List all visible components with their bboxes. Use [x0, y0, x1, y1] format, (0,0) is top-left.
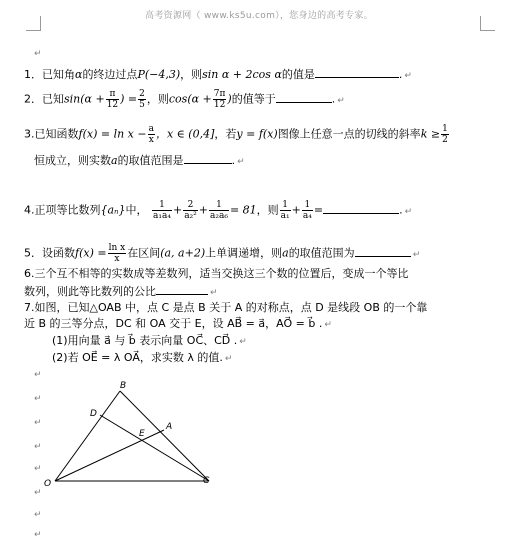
paragraph-mark: ↵ — [34, 370, 42, 380]
label-A: A — [166, 422, 173, 432]
problem-5: 5．设函数f(x) = $\frac{\text{ln x}}{x}$ 在区间(a, a+2)上单调递增，则a的取值范围为 ↵ — [24, 243, 421, 264]
problem-7-sub2: (2)若 OE⃗ = λ OA⃗，求实数 λ 的值. ↵ — [52, 351, 233, 364]
paragraph-mark: ↵ — [34, 418, 42, 428]
problem-7-line2: 近 B 的三等分点，DC 和 OA 交于 E，设 AB⃗ = a⃗，AO⃗ = b⃗ . ↵ — [24, 317, 332, 330]
problem-7: 7.如图，已知△OAB 中，点 C 是点 B 关于 A 的对称点，点 D 是线段 OB 的一个靠 — [24, 301, 428, 314]
paragraph-mark: ↵ — [34, 464, 42, 474]
paragraph-mark: ↵ — [34, 488, 42, 498]
label-B: B — [120, 381, 127, 391]
problem-6: 6.三个互不相等的实数成等差数列，适当交换这三个数的位置后，变成一个等比 — [24, 267, 409, 280]
problem-3: 3.已知函数f(x) = ln x − $\frac{a}{x}$ ，x ∈ (0,4]，若y = f(x)图像上任意一点的切线的斜率k ≥ $\frac{1}{2}$ — [24, 124, 448, 145]
paragraph-mark: ↵ — [34, 510, 42, 520]
problem-6-line2: 数列，则此等比数列的公比 ↵ — [24, 285, 218, 298]
paragraph-mark: ↵ — [34, 394, 42, 404]
segment-OB — [55, 391, 120, 481]
paragraph-mark: ↵ — [34, 49, 42, 59]
paragraph-mark: ↵ — [34, 442, 42, 452]
segment-BC — [120, 391, 209, 481]
page-header: 高考资源网（ www.ks5u.com），您身边的高考专家。 — [145, 11, 373, 21]
segment-DC — [100, 415, 209, 481]
problem-2: 2．已知sin(α + $\frac{\pi}{12}$ ) = $\frac{2}{5}$ ，则cos(α + $\frac{7\pi}{12}$ )的值等于 . ↵ — [24, 89, 345, 110]
label-E: E — [139, 429, 145, 439]
paragraph-mark: ↵ — [34, 530, 42, 540]
problem-1: 1．已知角α的终边过点P(−4,3)，则sin α + 2cos α的值是 . ↵ — [24, 68, 412, 81]
label-D: D — [90, 409, 97, 419]
label-C: C — [203, 476, 210, 486]
problem-7-sub1: (1)用向量 a⃗ 与 b⃗ 表示向量 OC⃗、CD⃗ . ↵ — [52, 334, 247, 347]
problem-4: 4.正项等比数列{aₙ}中， $\frac{1}{\text{a₁a₄}}$ + $\frac{2}{\text{a₂²}}$ + $\frac{1}{\text{a₂a₆}}$ = 81，则 $\frac{1}{\text{a₁}}$ + $\frac{1}{\text{a₄}}$ = . ↵ — [24, 200, 413, 221]
segment-OA — [55, 430, 164, 481]
label-O: O — [44, 479, 52, 489]
problem-3-line2: 恒成立，则实数a的取值范围是 . ↵ — [34, 154, 245, 167]
